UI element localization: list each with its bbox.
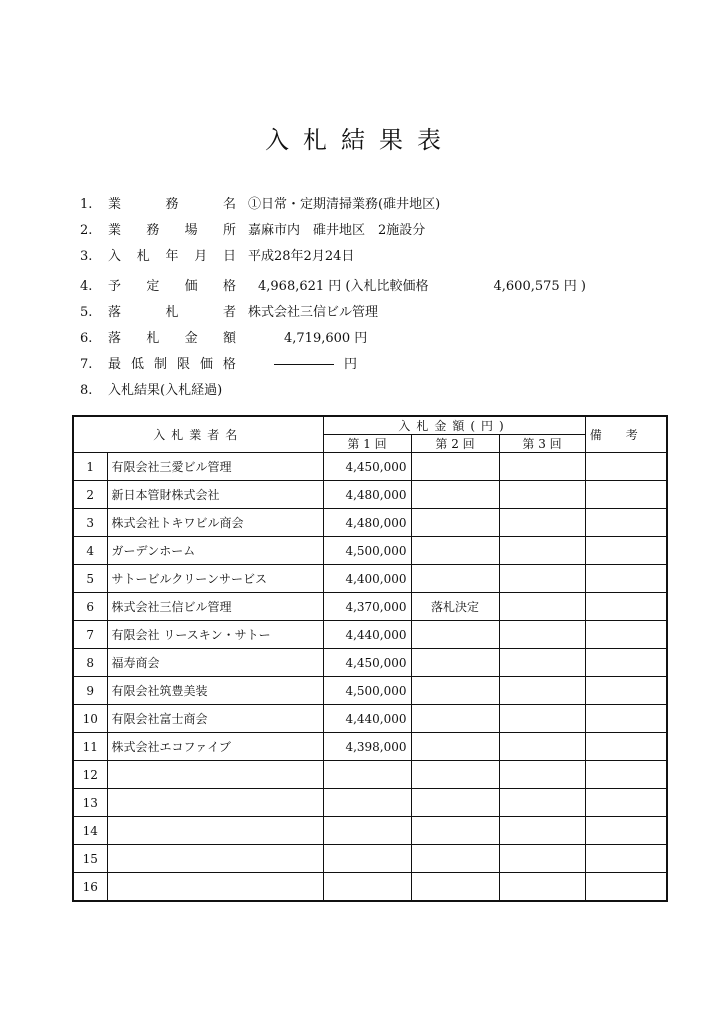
round-3-amount xyxy=(499,761,585,789)
round-1-amount xyxy=(323,789,411,817)
remarks-cell xyxy=(585,677,667,705)
round-1-amount xyxy=(323,761,411,789)
round-1-amount: 4,400,000 xyxy=(323,565,411,593)
table-row xyxy=(73,537,667,565)
remarks-cell xyxy=(585,593,667,621)
info-label-char: 低 xyxy=(130,357,144,372)
info-label-char: 落 xyxy=(108,331,122,346)
info-label-char: 札 xyxy=(136,249,150,264)
remarks-cell xyxy=(585,705,667,733)
table-row xyxy=(73,593,667,621)
row-number: 10 xyxy=(73,705,107,733)
info-label-char: 札 xyxy=(165,305,179,320)
info-label-char: 金 xyxy=(184,331,198,346)
row-number: 9 xyxy=(73,677,107,705)
round-3-amount xyxy=(499,481,585,509)
remarks-cell xyxy=(585,817,667,845)
bidder-name: 新日本管財株式会社 xyxy=(107,481,323,509)
remarks-cell xyxy=(585,649,667,677)
info-label-char: 予 xyxy=(108,279,122,294)
round-2-amount xyxy=(411,453,499,481)
info-number: 4. xyxy=(80,279,93,294)
info-value: 嘉麻市内 碓井地区 2施設分 xyxy=(248,223,426,238)
info-label-char: 額 xyxy=(222,331,236,346)
row-number: 13 xyxy=(73,789,107,817)
round-2-amount xyxy=(411,677,499,705)
info-label-char: 制 xyxy=(153,357,167,372)
bidder-name: 株式会社トキワビル商会 xyxy=(107,509,323,537)
round-2-amount xyxy=(411,565,499,593)
round-1-amount xyxy=(323,817,411,845)
remarks-cell xyxy=(585,565,667,593)
info-label-char: 者 xyxy=(222,305,236,320)
table-row xyxy=(73,733,667,761)
row-number: 5 xyxy=(73,565,107,593)
remarks-cell xyxy=(585,845,667,873)
round-2-amount: 落札決定 xyxy=(411,593,499,621)
info-number: 7. xyxy=(80,357,93,372)
info-label xyxy=(108,222,236,240)
info-label-char: 日 xyxy=(222,249,236,264)
info-label xyxy=(108,356,236,374)
round-3-amount xyxy=(499,789,585,817)
info-label-char: 札 xyxy=(146,331,160,346)
info-label-char: 場 xyxy=(184,223,198,238)
info-label-char: 名 xyxy=(222,197,236,212)
table-row xyxy=(73,565,667,593)
info-label-char: 業 xyxy=(108,197,122,212)
header-bidder: 入札業者名 xyxy=(73,416,323,453)
header-remarks: 備考 xyxy=(585,416,667,453)
info-label-char: 格 xyxy=(222,357,236,372)
info-label xyxy=(108,304,236,322)
table-row xyxy=(73,817,667,845)
round-3-amount xyxy=(499,565,585,593)
round-2-amount xyxy=(411,649,499,677)
bidder-name: 株式会社エコファイブ xyxy=(107,733,323,761)
round-2-amount xyxy=(411,733,499,761)
table-row xyxy=(73,649,667,677)
round-2-amount xyxy=(411,817,499,845)
info-label: 入札結果(入札経過) xyxy=(108,383,223,398)
info-label xyxy=(108,278,236,296)
table-row xyxy=(73,705,667,733)
round-2-amount xyxy=(411,873,499,902)
round-1-amount xyxy=(323,873,411,902)
round-2-amount xyxy=(411,481,499,509)
info-number: 5. xyxy=(80,305,93,320)
info-label-char: 業 xyxy=(108,223,122,238)
round-3-amount xyxy=(499,733,585,761)
info-number: 8. xyxy=(80,383,93,398)
round-1-amount: 4,480,000 xyxy=(323,509,411,537)
round-2-amount xyxy=(411,509,499,537)
remarks-cell xyxy=(585,537,667,565)
round-1-amount: 4,450,000 xyxy=(323,649,411,677)
round-1-amount: 4,480,000 xyxy=(323,481,411,509)
row-number: 11 xyxy=(73,733,107,761)
round-1-amount: 4,440,000 xyxy=(323,705,411,733)
round-1-amount: 4,370,000 xyxy=(323,593,411,621)
info-label-char: 務 xyxy=(165,197,179,212)
round-1-amount: 4,500,000 xyxy=(323,537,411,565)
table-row xyxy=(73,761,667,789)
round-3-amount xyxy=(499,705,585,733)
bidder-name xyxy=(107,789,323,817)
round-1-amount: 4,500,000 xyxy=(323,677,411,705)
row-number: 2 xyxy=(73,481,107,509)
remarks-cell xyxy=(585,509,667,537)
bidder-name xyxy=(107,873,323,902)
info-label-char: 月 xyxy=(194,249,208,264)
bidder-name: ガーデンホーム xyxy=(107,537,323,565)
table-row xyxy=(73,481,667,509)
info-label-char: 落 xyxy=(108,305,122,320)
info-label-char: 限 xyxy=(176,357,190,372)
header-round-2: 第 2 回 xyxy=(411,435,499,453)
round-3-amount xyxy=(499,537,585,565)
remarks-cell xyxy=(585,481,667,509)
info-value: ①日常・定期清掃業務(碓井地区) xyxy=(248,197,441,212)
info-label-char: 最 xyxy=(108,357,122,372)
round-3-amount xyxy=(499,453,585,481)
table-row xyxy=(73,621,667,649)
bid-results-table xyxy=(72,415,668,902)
round-3-amount xyxy=(499,845,585,873)
info-label-char: 価 xyxy=(199,357,213,372)
info-value: 株式会社三信ビル管理 xyxy=(248,305,379,320)
bidder-name xyxy=(107,761,323,789)
bidder-name xyxy=(107,845,323,873)
info-label-char: 価 xyxy=(184,279,198,294)
round-3-amount xyxy=(499,649,585,677)
round-3-amount xyxy=(499,509,585,537)
row-number: 8 xyxy=(73,649,107,677)
info-label-char: 格 xyxy=(222,279,236,294)
remarks-cell xyxy=(585,621,667,649)
bidder-name: 有限会社筑豊美装 xyxy=(107,677,323,705)
info-value: 平成28年2月24日 xyxy=(248,249,355,264)
remarks-cell xyxy=(585,733,667,761)
row-number: 15 xyxy=(73,845,107,873)
info-label-char: 年 xyxy=(165,249,179,264)
info-value-text: 円 xyxy=(344,357,358,372)
round-3-amount xyxy=(499,621,585,649)
round-1-amount: 4,440,000 xyxy=(323,621,411,649)
row-number: 16 xyxy=(73,873,107,902)
info-label-char: 定 xyxy=(146,279,160,294)
page-title: 入札結果表 xyxy=(265,126,455,154)
blank-line xyxy=(274,364,334,365)
info-number: 2. xyxy=(80,223,93,238)
round-3-amount xyxy=(499,677,585,705)
round-3-amount xyxy=(499,817,585,845)
row-number: 1 xyxy=(73,453,107,481)
table-row xyxy=(73,789,667,817)
round-3-amount xyxy=(499,873,585,902)
round-2-amount xyxy=(411,761,499,789)
bidder-name: 有限会社 リースキン・サトー xyxy=(107,621,323,649)
info-label-char: 務 xyxy=(146,223,160,238)
header-amount: 入札金額(円) xyxy=(323,416,585,435)
table-row xyxy=(73,677,667,705)
row-number: 12 xyxy=(73,761,107,789)
info-value: 4,968,621 円 (入札比較価格 4,600,575 円 ) xyxy=(258,279,586,294)
row-number: 4 xyxy=(73,537,107,565)
row-number: 3 xyxy=(73,509,107,537)
row-number: 7 xyxy=(73,621,107,649)
round-3-amount xyxy=(499,593,585,621)
info-number: 1. xyxy=(80,197,93,212)
info-label-char: 所 xyxy=(222,223,236,238)
header-round-3: 第 3 回 xyxy=(499,435,585,453)
bidder-name: 有限会社三愛ビル管理 xyxy=(107,453,323,481)
info-label xyxy=(108,248,236,266)
bidder-name: 福寿商会 xyxy=(107,649,323,677)
row-number: 6 xyxy=(73,593,107,621)
info-value xyxy=(274,356,357,374)
round-2-amount xyxy=(411,845,499,873)
remarks-cell xyxy=(585,789,667,817)
bidder-name xyxy=(107,817,323,845)
info-value: 4,719,600 円 xyxy=(284,331,368,346)
round-2-amount xyxy=(411,705,499,733)
remarks-cell xyxy=(585,761,667,789)
remarks-cell xyxy=(585,453,667,481)
table-row xyxy=(73,845,667,873)
table-row xyxy=(73,509,667,537)
bidder-name: 株式会社三信ビル管理 xyxy=(107,593,323,621)
table-row xyxy=(73,873,667,902)
info-number: 3. xyxy=(80,249,93,264)
row-number: 14 xyxy=(73,817,107,845)
bidder-name: 有限会社富士商会 xyxy=(107,705,323,733)
remarks-cell xyxy=(585,873,667,902)
bidder-name: サトービルクリーンサービス xyxy=(107,565,323,593)
round-2-amount xyxy=(411,537,499,565)
round-1-amount: 4,450,000 xyxy=(323,453,411,481)
round-2-amount xyxy=(411,789,499,817)
header-round-1: 第 1 回 xyxy=(323,435,411,453)
round-1-amount: 4,398,000 xyxy=(323,733,411,761)
info-label xyxy=(108,196,236,214)
round-1-amount xyxy=(323,845,411,873)
table-row xyxy=(73,453,667,481)
info-number: 6. xyxy=(80,331,93,346)
round-2-amount xyxy=(411,621,499,649)
info-label-char: 入 xyxy=(108,249,122,264)
info-label xyxy=(108,330,236,348)
